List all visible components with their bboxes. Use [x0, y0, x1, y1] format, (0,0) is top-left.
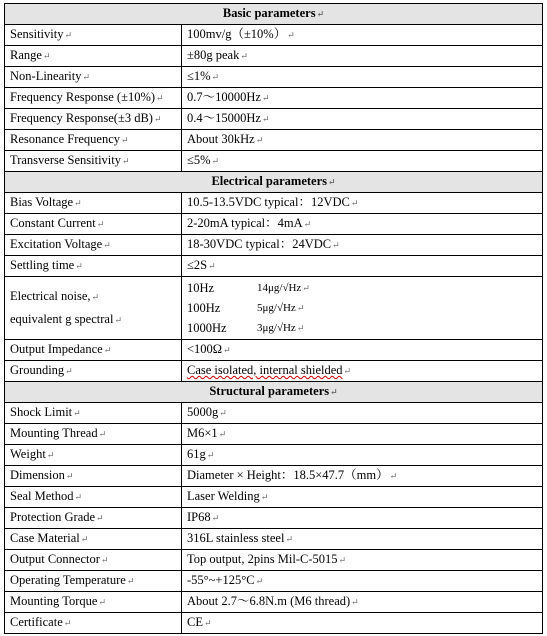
- param-value-cell: [182, 88, 543, 109]
- paragraph-mark: ↵: [255, 576, 264, 586]
- param-label-cell: [5, 130, 182, 151]
- param-label: Grounding: [10, 363, 65, 377]
- param-label-cell: [5, 508, 182, 529]
- param-label-cell: [5, 487, 182, 508]
- noise-density: 14μg/√Hz: [257, 281, 302, 294]
- param-label-cell: [5, 109, 182, 130]
- param-label: Seal Method: [10, 489, 74, 503]
- paragraph-mark: ↵: [218, 429, 227, 439]
- param-value-cell: [182, 46, 543, 67]
- param-label: Dimension: [10, 468, 65, 482]
- param-row: [5, 571, 543, 592]
- param-value: 0.7～10000Hz: [187, 90, 261, 104]
- param-label: Certificate: [10, 615, 63, 629]
- param-row: [5, 109, 543, 130]
- param-label-cell: [5, 424, 182, 445]
- section-title: [5, 4, 543, 25]
- paragraph-mark: ↵: [296, 322, 305, 333]
- param-value-cell: [182, 256, 543, 277]
- param-label-cell: [5, 151, 182, 172]
- param-label-cell: [5, 256, 182, 277]
- param-value-cell: [182, 403, 543, 424]
- param-row: [5, 550, 543, 571]
- paragraph-mark: ↵: [302, 282, 310, 293]
- paragraph-mark: ↵: [206, 450, 215, 460]
- paragraph-mark: ↵: [103, 345, 112, 355]
- param-value-cell: [182, 130, 543, 151]
- paragraph-mark: ↵: [261, 114, 270, 124]
- param-value-cell: [182, 193, 543, 214]
- param-value-cell: [182, 529, 543, 550]
- paragraph-mark: ↵: [261, 93, 270, 103]
- section-header-row: [5, 382, 543, 403]
- param-row: [5, 403, 543, 424]
- paragraph-mark: ↵: [219, 408, 227, 418]
- paragraph-mark: ↵: [316, 9, 325, 19]
- noise-density: 5μg/√Hz: [257, 301, 296, 314]
- param-label: Mounting Torque: [10, 594, 98, 608]
- param-row: [5, 256, 543, 277]
- param-label-cell: [5, 46, 182, 67]
- param-value: IP68: [187, 510, 211, 524]
- param-label: Operating Temperature: [10, 573, 126, 587]
- paragraph-mark: ↵: [122, 156, 130, 166]
- param-row: [5, 445, 543, 466]
- noise-frequency: 1000Hz: [187, 320, 227, 335]
- param-value: 5000g: [187, 405, 219, 419]
- param-value: 100mv/g（±10%）: [187, 27, 287, 41]
- section-title: [5, 172, 543, 193]
- param-value: Top output, 2pins Mil-C-5015: [187, 552, 338, 566]
- param-label: Protection Grade: [10, 510, 96, 524]
- param-value-cell: [182, 508, 543, 529]
- param-row: [5, 130, 543, 151]
- paragraph-mark: ↵: [64, 30, 73, 40]
- paragraph-mark: ↵: [389, 471, 398, 481]
- param-value: ±80g peak: [187, 48, 240, 62]
- paragraph-mark: ↵: [260, 492, 269, 502]
- param-label: Non-Linearity: [10, 69, 82, 83]
- param-value: ≤5%: [187, 153, 211, 167]
- param-label: Settling time: [10, 258, 75, 272]
- electrical-noise-row: [5, 277, 543, 340]
- param-label: Weight: [10, 447, 46, 461]
- paragraph-mark: ↵: [75, 261, 83, 271]
- param-value: ≤2S: [187, 258, 208, 272]
- spec-table-body: [5, 4, 543, 634]
- param-value: Case isolated, internal shielded: [187, 363, 343, 377]
- param-value: 316L stainless steel: [187, 531, 285, 545]
- param-row: [5, 46, 543, 67]
- section-title-text: Electrical parameters: [211, 174, 328, 188]
- param-value: 61g: [187, 447, 206, 461]
- param-value: Diameter × Height：18.5×47.7（mm）: [187, 468, 389, 482]
- param-value-cell: [182, 361, 543, 382]
- noise-label-line1: Electrical noise,: [10, 289, 91, 303]
- noise-values-cell: [182, 277, 543, 340]
- param-value-cell: [182, 214, 543, 235]
- paragraph-mark: ↵: [82, 72, 91, 82]
- param-label: Transverse Sensitivity: [10, 153, 121, 167]
- param-row: [5, 151, 543, 172]
- paragraph-mark: ↵: [332, 240, 340, 250]
- paragraph-mark: ↵: [211, 156, 220, 166]
- param-label-cell: [5, 67, 182, 88]
- paragraph-mark: ↵: [46, 450, 55, 460]
- paragraph-mark: ↵: [330, 387, 338, 397]
- paragraph-mark: ↵: [255, 135, 264, 145]
- param-label: Output Impedance: [10, 342, 103, 356]
- paragraph-mark: ↵: [100, 555, 109, 565]
- paragraph-mark: ↵: [328, 177, 336, 187]
- param-value-cell: [182, 151, 543, 172]
- paragraph-mark: ↵: [91, 292, 100, 302]
- paragraph-mark: ↵: [156, 93, 164, 103]
- param-value: About 2.7～6.8N.m (M6 thread): [187, 594, 351, 608]
- param-value-cell: [182, 67, 543, 88]
- param-label-cell: [5, 445, 182, 466]
- param-row: [5, 508, 543, 529]
- param-row: [5, 466, 543, 487]
- paragraph-mark: ↵: [96, 219, 105, 229]
- paragraph-mark: ↵: [74, 492, 83, 502]
- param-label: Mounting Thread: [10, 426, 98, 440]
- paragraph-mark: ↵: [42, 51, 51, 61]
- param-label-cell: [5, 592, 182, 613]
- paragraph-mark: ↵: [285, 534, 293, 544]
- param-label-cell: [5, 88, 182, 109]
- noise-density: 3μg/√Hz: [257, 321, 296, 334]
- paragraph-mark: ↵: [223, 345, 231, 355]
- param-value-cell: [182, 340, 543, 361]
- param-row: [5, 67, 543, 88]
- paragraph-mark: ↵: [65, 471, 74, 481]
- section-title-text: Basic parameters: [222, 6, 316, 20]
- paragraph-mark: ↵: [73, 408, 81, 418]
- paragraph-mark: ↵: [343, 366, 352, 376]
- param-label: Sensitivity: [10, 27, 64, 41]
- noise-line: [187, 298, 542, 318]
- param-value: 10.5-13.5VDC typical：12VDC: [187, 195, 350, 209]
- paragraph-mark: ↵: [98, 597, 106, 607]
- param-value-cell: [182, 592, 543, 613]
- param-value: <100Ω: [187, 342, 223, 356]
- param-row: [5, 88, 543, 109]
- param-value-cell: [182, 424, 543, 445]
- param-label: Frequency Response (±10%): [10, 90, 156, 104]
- param-label-cell: [5, 340, 182, 361]
- param-value-cell: [182, 487, 543, 508]
- param-row: [5, 193, 543, 214]
- paragraph-mark: ↵: [338, 555, 347, 565]
- param-value: 0.4～15000Hz: [187, 111, 261, 125]
- param-value: Laser Welding: [187, 489, 260, 503]
- paragraph-mark: ↵: [121, 135, 129, 145]
- param-label: Shock Limit: [10, 405, 73, 419]
- param-label: Excitation Voltage: [10, 237, 103, 251]
- param-row: [5, 340, 543, 361]
- paragraph-mark: ↵: [296, 302, 305, 313]
- param-label: Output Connector: [10, 552, 100, 566]
- paragraph-mark: ↵: [114, 315, 122, 325]
- param-label: Range: [10, 48, 42, 62]
- param-value-cell: [182, 235, 543, 256]
- param-label-cell: [5, 25, 182, 46]
- paragraph-mark: ↵: [80, 534, 89, 544]
- paragraph-mark: ↵: [65, 366, 73, 376]
- paragraph-mark: ↵: [240, 51, 248, 61]
- param-value-cell: [182, 109, 543, 130]
- param-row: [5, 424, 543, 445]
- paragraph-mark: ↵: [351, 597, 359, 607]
- param-value: About 30kHz: [187, 132, 255, 146]
- param-label-cell: [5, 529, 182, 550]
- paragraph-mark: ↵: [211, 513, 220, 523]
- param-label: Resonance Frequency: [10, 132, 121, 146]
- paragraph-mark: ↵: [98, 429, 107, 439]
- param-value: -55°~+125°C: [187, 573, 255, 587]
- paragraph-mark: ↵: [303, 219, 312, 229]
- paragraph-mark: ↵: [103, 240, 111, 250]
- param-row: [5, 361, 543, 382]
- noise-label-cell: [5, 277, 182, 340]
- param-row: [5, 592, 543, 613]
- param-value: 18-30VDC typical：24VDC: [187, 237, 332, 251]
- paragraph-mark: ↵: [211, 72, 220, 82]
- param-row: [5, 529, 543, 550]
- noise-frequency: 10Hz: [187, 280, 215, 295]
- paragraph-mark: ↵: [203, 618, 212, 628]
- param-value-cell: [182, 445, 543, 466]
- paragraph-mark: ↵: [350, 198, 359, 208]
- param-value-cell: [182, 550, 543, 571]
- param-value-cell: [182, 571, 543, 592]
- section-title: [5, 382, 543, 403]
- noise-label-line2: equivalent g spectral: [10, 312, 114, 326]
- param-label-cell: [5, 403, 182, 424]
- param-label: Constant Current: [10, 216, 96, 230]
- param-value-cell: [182, 25, 543, 46]
- param-row: [5, 214, 543, 235]
- param-value: M6×1: [187, 426, 218, 440]
- param-row: [5, 613, 543, 634]
- param-value: 2-20mA typical：4mA: [187, 216, 303, 230]
- paragraph-mark: ↵: [96, 513, 104, 523]
- param-row: [5, 487, 543, 508]
- param-value: CE: [187, 615, 203, 629]
- param-row: [5, 235, 543, 256]
- noise-line: [187, 278, 542, 298]
- noise-frequency: 100Hz: [187, 300, 221, 315]
- param-label: Case Material: [10, 531, 80, 545]
- paragraph-mark: ↵: [208, 261, 216, 271]
- param-label: Frequency Response(±3 dB): [10, 111, 153, 125]
- param-label-cell: [5, 361, 182, 382]
- param-label-cell: [5, 571, 182, 592]
- spec-table: [4, 3, 543, 634]
- paragraph-mark: ↵: [126, 576, 135, 586]
- paragraph-mark: ↵: [287, 30, 295, 40]
- param-value-cell: [182, 613, 543, 634]
- section-title-text: Structural parameters: [209, 384, 330, 398]
- param-label-cell: [5, 550, 182, 571]
- param-label-cell: [5, 466, 182, 487]
- param-label: Bias Voltage: [10, 195, 74, 209]
- param-label-cell: [5, 613, 182, 634]
- param-label-cell: [5, 235, 182, 256]
- section-header-row: [5, 4, 543, 25]
- param-row: [5, 25, 543, 46]
- paragraph-mark: ↵: [63, 618, 72, 628]
- param-label-cell: [5, 214, 182, 235]
- section-header-row: [5, 172, 543, 193]
- param-label-cell: [5, 193, 182, 214]
- param-value: ≤1%: [187, 69, 211, 83]
- paragraph-mark: ↵: [74, 198, 82, 208]
- paragraph-mark: ↵: [153, 114, 162, 124]
- noise-line: [187, 318, 542, 338]
- param-value-cell: [182, 466, 543, 487]
